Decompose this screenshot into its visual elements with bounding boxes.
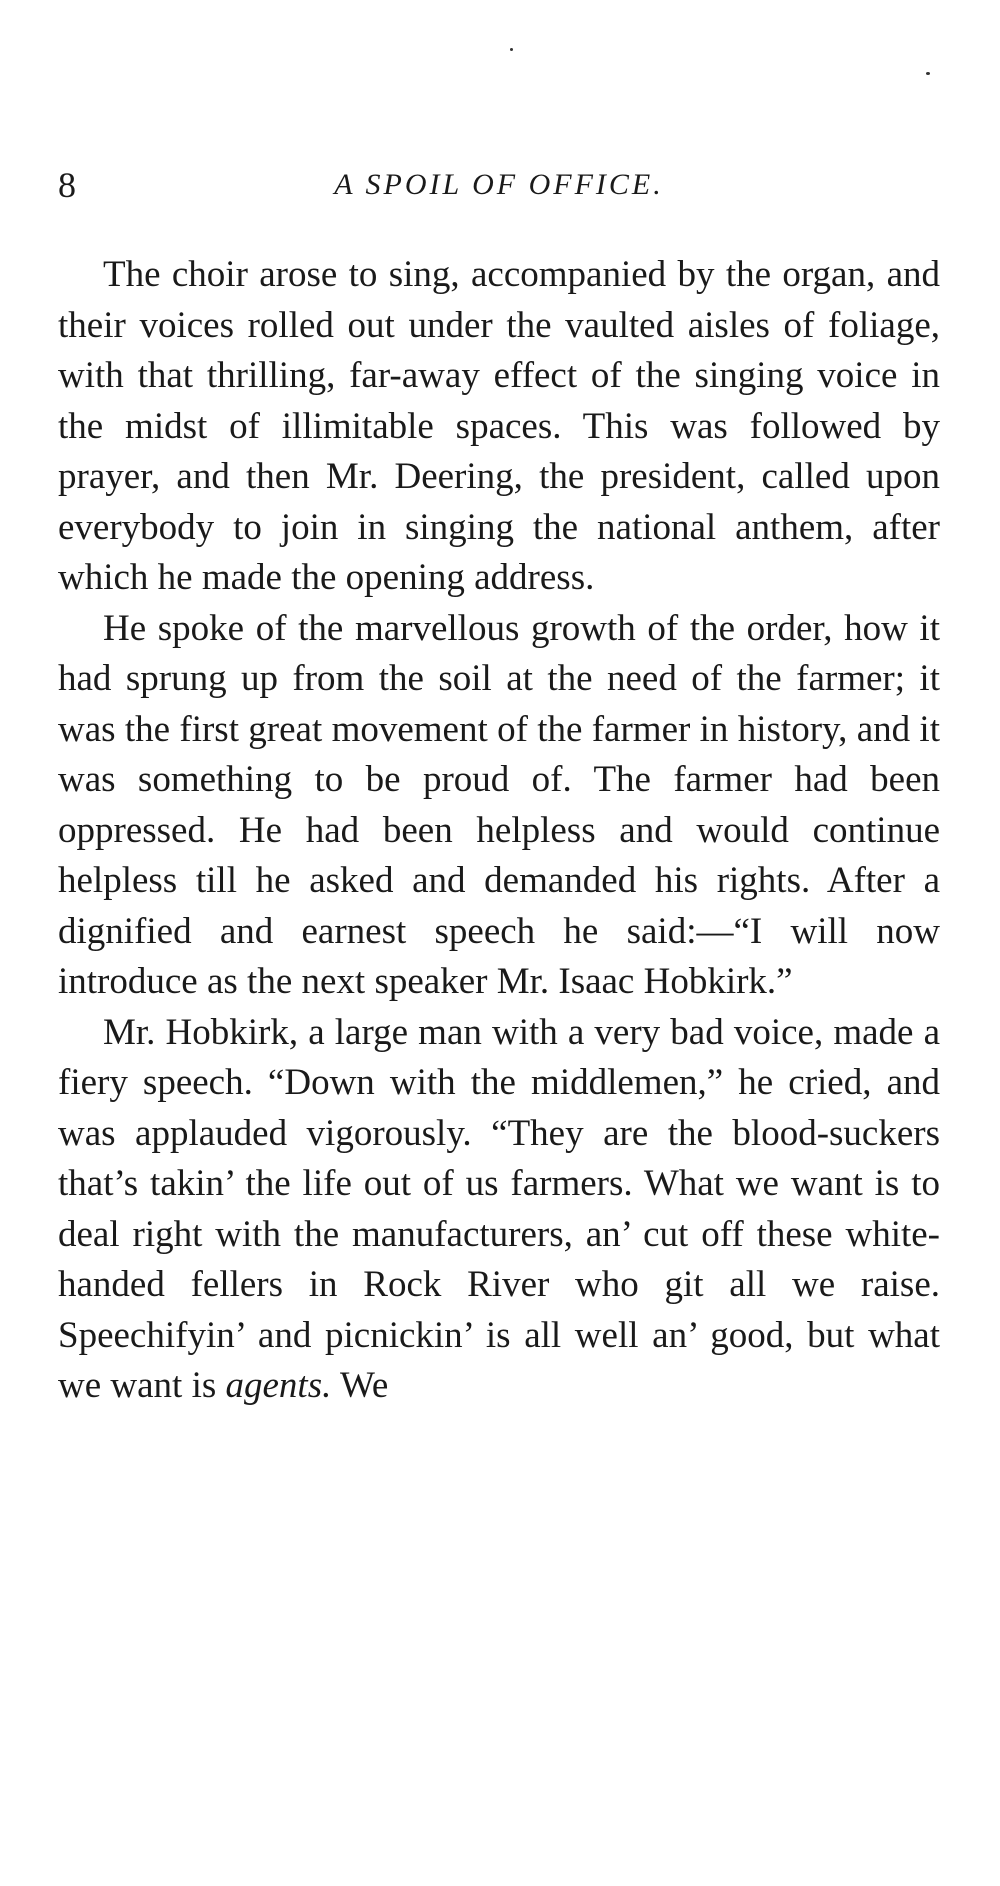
paragraph-3-text: Mr. Hobkirk, a large man with a very bad voice, made a fiery speech. “Down with the middlemen,” he cried, and was applauded vigorously. “They are the blood-suckers that’s takin’ the life out of us farmers. What we want is to deal right with the manufacturers, an’ cut off these white-handed fellers in Rock River who git all we raise. Speechifyin’ and picnickin’ is all well an’ good, but what we want is	[58, 1011, 940, 1406]
page-header	[58, 160, 940, 210]
page-number: 8	[58, 165, 76, 205]
paper-speck	[510, 48, 513, 51]
paragraph-3	[58, 1008, 940, 1412]
body-text	[58, 250, 940, 1412]
paragraph-3-tail: We	[331, 1365, 389, 1406]
paragraph-1: The choir arose to sing, accompanied by the organ, and their voices rolled out under the vaulted aisles of foliage, with that thrilling, far-away effect of the singing voice in the midst of illimitable spaces. This was followed by prayer, and then Mr. Deering, the president, called upon everybody to join in singing the national anthem, after which he made the opening address.	[58, 254, 940, 598]
running-title: A SPOIL OF OFFICE.	[334, 168, 664, 201]
paragraph-2: He spoke of the marvellous growth of the order, how it had sprung up from the soil at the need of the farmer; it was the first great movement of the farmer in history, and it was something to be proud of. The farmer had been oppressed. He had been helpless and would continue helpless till he asked and demanded his rights. After a dignified and earnest speech he said:—“I will now introduce as the next speaker Mr. Isaac Hobkirk.”	[58, 607, 940, 1002]
paper-speck	[926, 72, 930, 75]
emphasized-word: agents.	[225, 1365, 332, 1406]
